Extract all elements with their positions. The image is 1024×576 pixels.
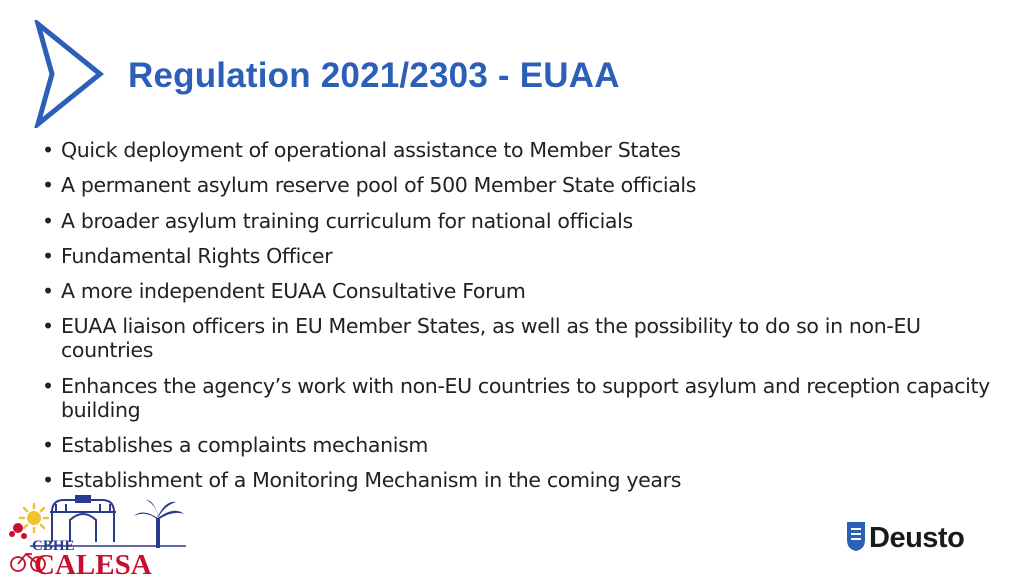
bullet-icon: • [42,173,54,198]
list-item-text: A broader asylum training curriculum for national officials [61,208,633,233]
flower-icon [9,523,27,539]
cbhe-logo-text: CBHE [32,538,75,554]
list-item [42,279,1002,303]
list-item [42,314,1002,362]
list-item [42,468,1002,492]
deusto-logo [846,520,986,552]
deusto-logo-text: Deusto [869,522,965,552]
palm-tree-icon [134,500,184,548]
bullet-icon: • [42,208,54,233]
list-item-text: Enhances the agency’s work with non-EU countries to support asylum and reception capacity building [61,373,990,422]
bullet-icon: • [42,433,54,458]
list-item-text: Establishes a complaints mechanism [61,433,429,458]
bullet-list [42,138,1002,504]
list-item [42,433,1002,457]
sun-icon [20,504,48,532]
list-item [42,374,1002,422]
list-item-text: Quick deployment of operational assistance to Member States [61,138,681,162]
deusto-shield-icon [847,522,865,551]
list-item [42,173,1002,197]
list-item-text: Establishment of a Monitoring Mechanism in the coming years [61,468,682,493]
list-item-text: Fundamental Rights Officer [61,243,333,268]
bullet-icon: • [42,243,54,268]
list-item [42,244,1002,268]
list-item [42,209,1002,233]
chevron-right-icon [30,20,108,128]
bullet-icon: • [42,279,54,304]
list-item-text: A permanent asylum reserve pool of 500 Member State officials [61,173,697,198]
bullet-icon: • [42,373,54,398]
cbhe-calesa-logo [6,494,191,576]
list-item-text: A more independent EUAA Consultative Forum [61,279,526,304]
list-item [42,138,1002,162]
bullet-icon: • [42,314,54,339]
list-item-text: EUAA liaison officers in EU Member States, as well as the possibility to do so in non-EU countries [61,314,921,363]
slide-title: Regulation 2021/2303 - EUAA [128,56,620,95]
building-icon [50,496,116,542]
bullet-icon: • [42,468,54,493]
calesa-logo-text: CALESA [34,549,152,576]
bullet-icon: • [42,138,54,162]
